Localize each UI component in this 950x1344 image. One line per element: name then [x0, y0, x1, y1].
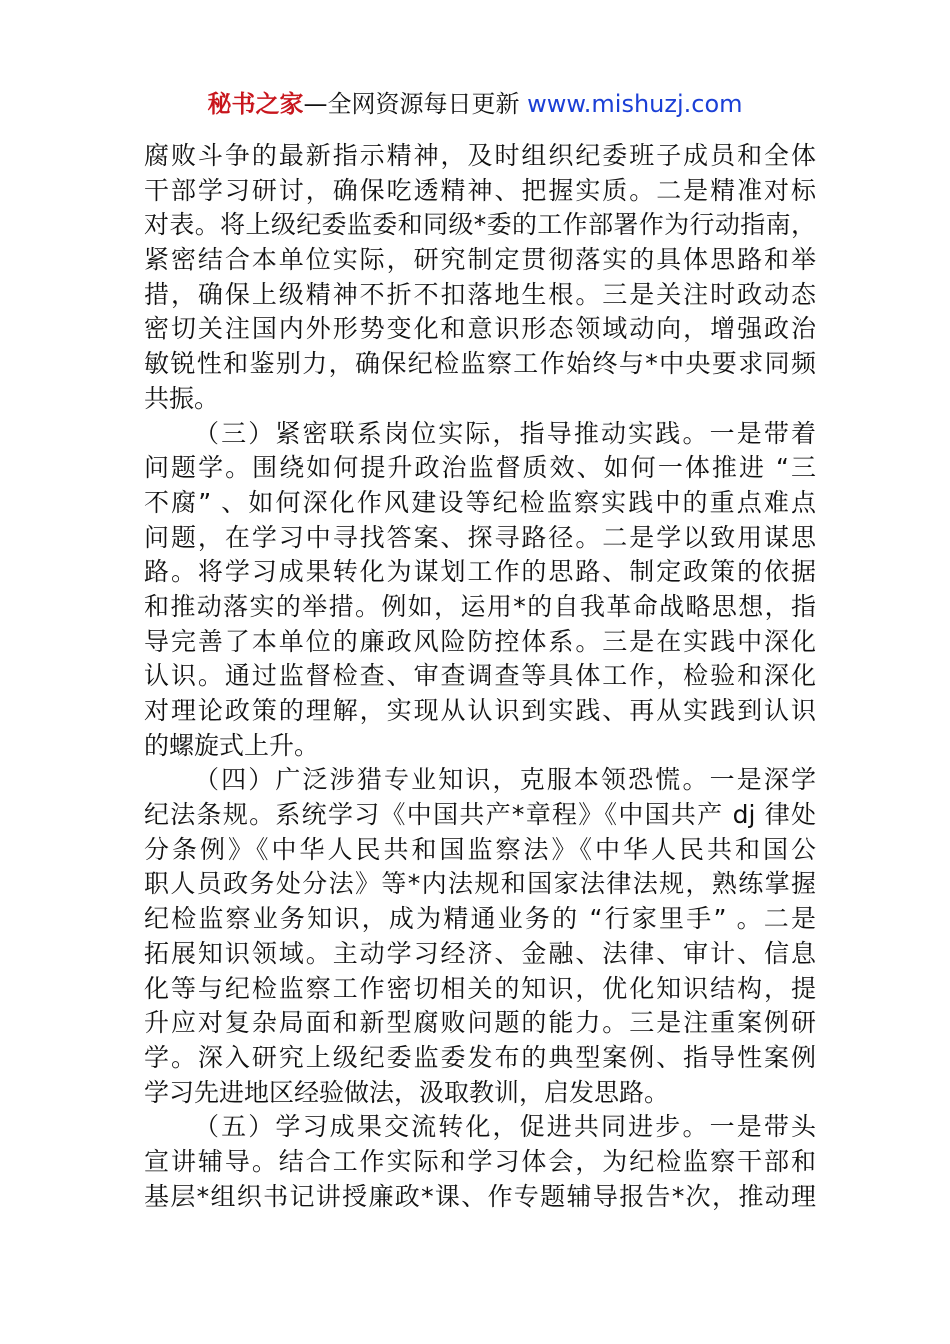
text-line: 对理论政策的理解，实现从认识到实践、再从实践到认识 [144, 696, 816, 725]
header-tagline: —全网资源每日更新 [303, 90, 528, 118]
brand-name: 秘书之家 [207, 90, 304, 118]
text-line: 共振。 [144, 383, 220, 413]
text-line: 纪检监察业务知识，成为精通业务的 “行家里手” 。二是 [144, 904, 816, 934]
text-line: 敏锐性和鉴别力，确保纪检监察工作始终与*中央要求同频 [144, 349, 816, 379]
text-line: 措，确保上级精神不折不扣落地生根。三是关注时政动态 [144, 279, 816, 309]
text-line: 紧密结合本单位实际，研究制定贯彻落实的具体思路和举 [144, 245, 816, 275]
text-line: 分条例》《中华人民共和国监察法》《中华人民共和国公 [144, 834, 816, 864]
text-line: 密切关注国内外形势变化和意识形态领域动向，增强政治 [144, 314, 816, 344]
text-line: 和推动落实的举措。例如，运用*的自我革命战略思想，指 [144, 591, 816, 621]
text-line: 拓展知识领域。主动学习经济、金融、法律、审计、信息 [144, 938, 816, 968]
text-line: 基层*组织书记讲授廉政*课、作专题辅导报告*次，推动理 [144, 1181, 816, 1211]
document-body [144, 139, 816, 1214]
text-line: 不腐” 、如何深化作风建设等纪检监察实践中的重点难点 [144, 487, 816, 517]
section-heading-line: （三）紧密联系岗位实际，指导推动实践。一是带着 [194, 418, 816, 448]
website-url[interactable]: www.mishuzj.com [527, 90, 743, 118]
text-line: 学习先进地区经验做法，汲取教训，启发思路。 [144, 1077, 670, 1107]
section-heading-line: （五）学习成果交流转化，促进共同进步。一是带头 [194, 1112, 816, 1142]
text-line: 导完善了本单位的廉政风险防控体系。三是在实践中深化 [144, 626, 816, 656]
text-line: 问题学。围绕如何提升政治监督质效、如何一体推进 “三 [144, 453, 816, 483]
text-line: 的螺旋式上升。 [144, 730, 320, 760]
text-line: 腐败斗争的最新指示精神，及时组织纪委班子成员和全体 [144, 141, 816, 170]
text-line: 化等与纪检监察工作密切相关的知识，优化知识结构，提 [144, 973, 816, 1003]
text-line: 学。深入研究上级纪委监委发布的典型案例、指导性案例 [144, 1042, 816, 1072]
site-header [0, 86, 950, 122]
text-line: 纪法条规。系统学习《中国共产*章程》《中国共产 dj 律处 [144, 800, 816, 830]
section-heading-line: （四）广泛涉猎专业知识，克服本领恐慌。一是深学 [194, 765, 816, 795]
text-line: 认识。通过监督检查、审查调查等具体工作，检验和深化 [144, 661, 816, 691]
text-line: 路。将学习成果转化为谋划工作的思路、制定政策的依据 [144, 557, 816, 587]
text-line: 干部学习研讨，确保吃透精神、把握实质。二是精准对标 [144, 175, 816, 205]
text-line: 升应对复杂局面和新型腐败问题的能力。三是注重案例研 [144, 1008, 816, 1038]
text-line: 对表。将上级纪委监委和同级*委的工作部署作为行动指南， [144, 210, 816, 240]
text-line: 问题，在学习中寻找答案、探寻路径。二是学以致用谋思 [144, 522, 816, 552]
text-line: 职人员政务处分法》等*内法规和国家法律法规，熟练掌握 [144, 869, 816, 899]
text-line: 宣讲辅导。结合工作实际和学习体会，为纪检监察干部和 [144, 1146, 816, 1176]
